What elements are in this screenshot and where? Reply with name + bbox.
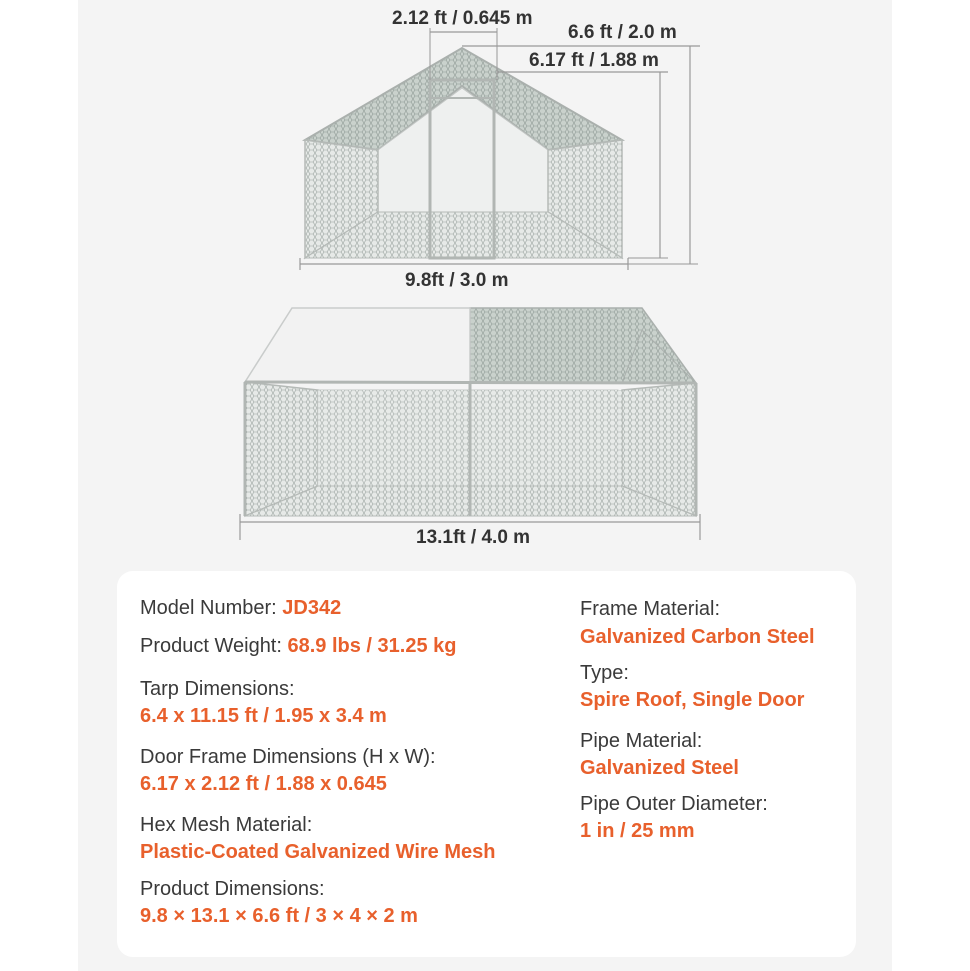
product-weight [140,635,456,658]
frame-material-value: Galvanized Carbon Steel [580,626,815,648]
model-number-label: Model Number: [140,597,283,619]
pipe-diameter-label: Pipe Outer Diameter: [580,793,768,815]
door-frame-value: 6.17 x 2.12 ft / 1.88 x 0.645 [140,773,387,795]
model-number [140,597,341,620]
tarp-dimensions-label: Tarp Dimensions: [140,678,295,700]
pipe-material-label: Pipe Material: [580,730,703,752]
hex-mesh-label: Hex Mesh Material: [140,814,313,836]
tarp-dimensions-value: 6.4 x 11.15 ft / 1.95 x 3.4 m [140,705,387,727]
pipe-material-value: Galvanized Steel [580,757,739,779]
product-weight-label: Product Weight: [140,635,288,657]
product-weight-value: 68.9 lbs / 31.25 kg [287,635,457,657]
type-value: Spire Roof, Single Door [580,689,805,711]
product-dimensions-label: Product Dimensions: [140,878,325,900]
pipe-diameter-value: 1 in / 25 mm [580,820,695,842]
total-height-label: 6.6 ft / 2.0 m [568,22,677,43]
side-view [240,308,700,540]
hex-mesh-value: Plastic-Coated Galvanized Wire Mesh [140,841,496,863]
length-label: 13.1ft / 4.0 m [416,527,531,548]
door-frame-label: Door Frame Dimensions (H x W): [140,746,436,768]
width-label: 9.8ft / 3.0 m [405,270,509,291]
door-height-label: 6.17 ft / 1.88 m [529,50,659,71]
product-dimensions-value: 9.8 × 13.1 × 6.6 ft / 3 × 4 × 2 m [140,905,418,927]
model-number-value: JD342 [282,597,342,619]
door-width-label: 2.12 ft / 0.645 m [392,8,533,29]
frame-material-label: Frame Material: [580,598,721,620]
type-label: Type: [580,662,629,684]
